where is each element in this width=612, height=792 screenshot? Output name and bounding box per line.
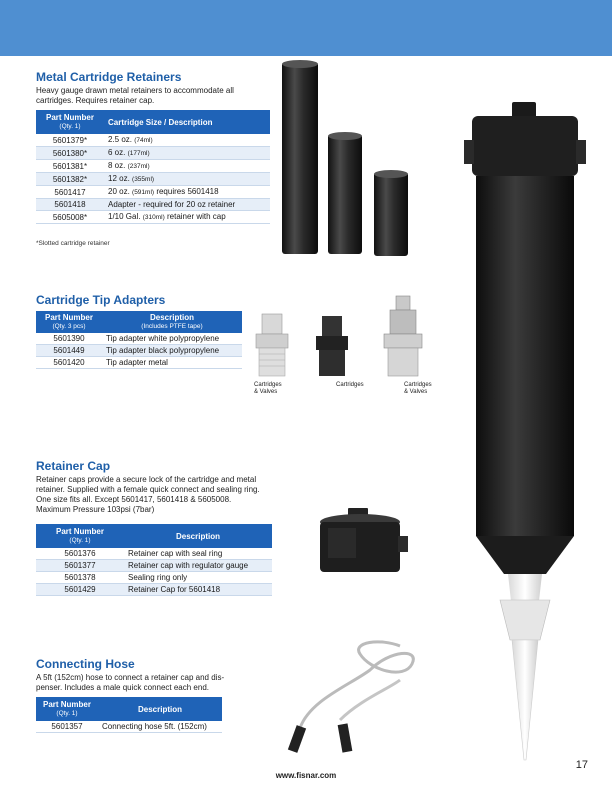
tip-adapters-image	[250, 292, 440, 384]
hose-table	[36, 697, 222, 733]
part-number-cell: 5601381*	[36, 160, 104, 173]
label-black-adapter: Cartridges	[336, 382, 364, 388]
table-row	[36, 173, 270, 186]
table-row	[36, 333, 242, 345]
part-number-cell: 5601418	[36, 199, 104, 211]
retainers-description: Heavy gauge drawn metal retainers to accommodate all cartridges. Requires retainer cap.	[36, 86, 234, 105]
label-metal-adapter: Cartridges & Valves	[404, 382, 432, 395]
description-cell: Retainer cap with regulator gauge	[124, 560, 272, 572]
metal-retainers-image	[270, 58, 430, 263]
tip-col-part: Part Number (Qty. 3 pcs)	[36, 311, 102, 333]
retainer-cap-description: Retainer caps provide a secure lock of the cartridge and metal retainer. Supplied with a female quick connect and sealing ring. One size fits all. Except 5601417, 5601418 & 5605008. Maximum Pressure 103psi (7bar)	[36, 475, 260, 514]
table-row	[36, 721, 222, 733]
description-cell: Tip adapter white polypropylene	[102, 333, 242, 345]
table-row	[36, 548, 272, 560]
part-number-cell: 5601377	[36, 560, 124, 572]
label-white-adapter: Cartridges & Valves	[254, 382, 282, 395]
description-cell: 1/10 Gal. (310ml) retainer with cap	[104, 211, 270, 224]
footer-url: www.fisnar.com	[275, 771, 337, 780]
table-row	[36, 160, 270, 173]
description-cell: 6 oz. (177ml)	[104, 147, 270, 160]
table-row	[36, 572, 272, 584]
description-cell: Tip adapter metal	[102, 357, 242, 369]
connecting-hose-image	[280, 640, 440, 762]
part-number-cell: 5601378	[36, 572, 124, 584]
description-cell: Tip adapter black polypropylene	[102, 345, 242, 357]
table-row	[36, 186, 270, 199]
description-cell: Connecting hose 5ft. (152cm)	[98, 721, 222, 733]
hose-col-desc: Description	[98, 697, 222, 721]
retainer-cap-table	[36, 524, 272, 596]
tip-adapters-title: Cartridge Tip Adapters	[36, 293, 166, 307]
description-cell: 12 oz. (355ml)	[104, 173, 270, 186]
hose-description: A 5ft (152cm) hose to connect a retainer cap and dis- penser. Includes a male quick connect each end.	[36, 673, 225, 692]
retainer-assembly-image	[460, 100, 590, 765]
table-row	[36, 345, 242, 357]
retainers-col-desc: Cartridge Size / Description	[104, 110, 270, 134]
table-row	[36, 211, 270, 224]
part-number-cell: 5601420	[36, 357, 102, 369]
tip-col-desc: Description (Includes PTFE tape)	[102, 311, 242, 333]
table-row	[36, 199, 270, 211]
description-cell: 8 oz. (237ml)	[104, 160, 270, 173]
table-row	[36, 584, 272, 596]
part-number-cell: 5601390	[36, 333, 102, 345]
description-cell: Retainer Cap for 5601418	[124, 584, 272, 596]
hose-title: Connecting Hose	[36, 657, 135, 671]
description-cell: 2.5 oz. (74ml)	[104, 134, 270, 147]
table-row	[36, 560, 272, 572]
retainers-title: Metal Cartridge Retainers	[36, 70, 182, 84]
part-number-cell: 5601379*	[36, 134, 104, 147]
description-cell: Retainer cap with seal ring	[124, 548, 272, 560]
hose-col-part: Part Number (Qty. 1)	[36, 697, 98, 721]
part-number-cell: 5601380*	[36, 147, 104, 160]
part-number-cell: 5605008*	[36, 211, 104, 224]
page-number: 17	[575, 759, 588, 771]
part-number-cell: 5601382*	[36, 173, 104, 186]
tip-adapters-table	[36, 311, 242, 369]
part-number-cell: 5601357	[36, 721, 98, 733]
cap-col-desc: Description	[124, 524, 272, 548]
part-number-cell: 5601449	[36, 345, 102, 357]
table-row	[36, 147, 270, 160]
table-row	[36, 357, 242, 369]
part-number-cell: 5601417	[36, 186, 104, 199]
description-cell: 20 oz. (591ml) requires 5601418	[104, 186, 270, 199]
retainer-cap-image	[318, 506, 414, 578]
retainers-col-part: Part Number (Qty. 1)	[36, 110, 104, 134]
header-band	[0, 0, 612, 56]
description-cell: Adapter - required for 20 oz retainer	[104, 199, 270, 211]
retainer-cap-title: Retainer Cap	[36, 459, 111, 473]
part-number-cell: 5601429	[36, 584, 124, 596]
retainers-footnote: *Slotted cartridge retainer	[36, 240, 110, 247]
part-number-cell: 5601376	[36, 548, 124, 560]
retainers-table	[36, 110, 270, 224]
cap-col-part: Part Number (Qty. 1)	[36, 524, 124, 548]
description-cell: Sealing ring only	[124, 572, 272, 584]
table-row	[36, 134, 270, 147]
